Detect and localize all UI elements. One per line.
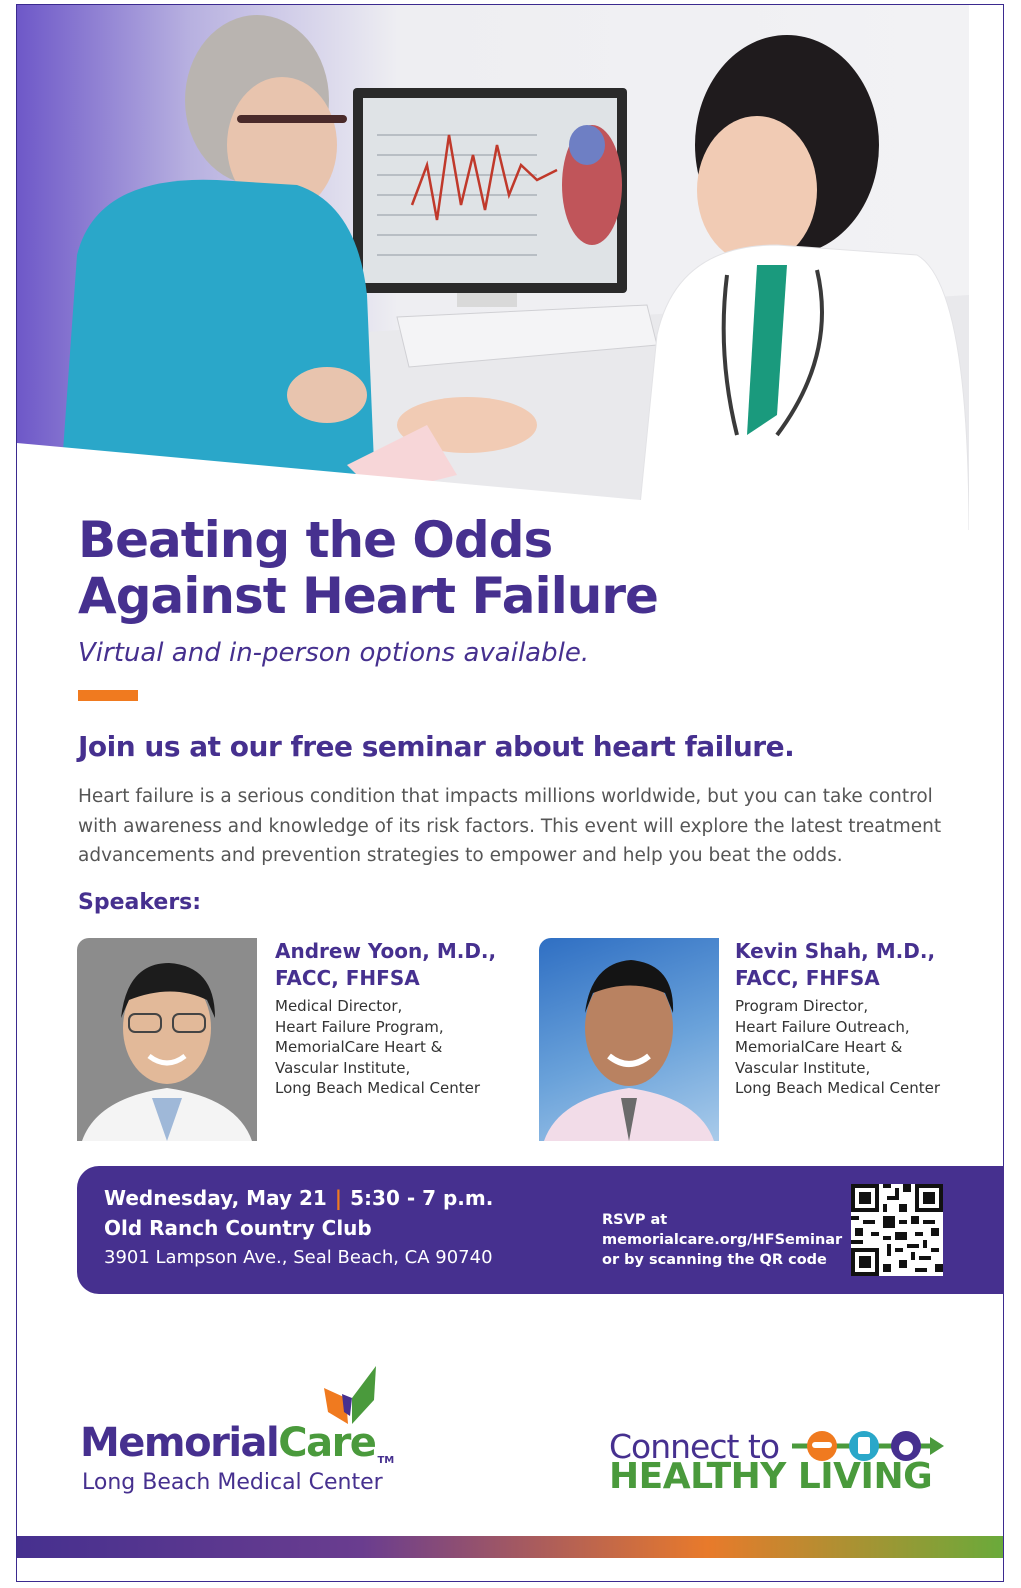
rsvp-info: RSVP at memorialcare.org/HFSeminar or by scanning the QR code [602,1212,843,1268]
event-date-time [104,1186,493,1210]
hero-illustration [17,5,969,535]
date-time-separator: | [334,1186,343,1210]
speaker-role-kevin-shah: Program Director, Heart Failure Outreach, MemorialCare Heart & Vascular Institute, Long Beach Medical Center [735,997,941,1097]
speaker-name-kevin-shah: Kevin Shah, M.D., FACC, FHFSA [735,939,936,990]
rsvp-link[interactable]: memorialcare.org/HFSeminar [602,1232,843,1248]
speakers-label: Speakers: [78,890,202,915]
seminar-description: Heart failure is a serious condition that impacts millions worldwide, but you can take control with awareness and knowledge of its risk factors. This event will explore the latest treatment advancements and prevention strategies to empower and help you beat the odds. [78,786,942,866]
event-time: 5:30 - 7 p.m. [350,1186,494,1210]
qr-code-icon[interactable] [851,1184,943,1276]
memorialcare-leaf-icon [322,1364,378,1428]
title-line-2: Against Heart Failure [78,567,658,625]
page-title [78,512,658,624]
speaker-role-andrew-yoon: Medical Director, Heart Failure Program, MemorialCare Heart & Vascular Institute, Long Beach Medical Center [275,997,481,1097]
connect-logo-line-1: Connect to [609,1427,780,1466]
subtitle: Virtual and in-person options available. [78,638,590,668]
speaker-name-andrew-yoon: Andrew Yoon, M.D., FACC, FHFSA [275,939,497,990]
memorialcare-logo: MemorialCare TM [80,1420,395,1466]
seminar-headline: Join us at our free seminar about heart failure. [78,730,795,763]
event-address: 3901 Lampson Ave., Seal Beach, CA 90740 [104,1247,493,1268]
title-line-1: Beating the Odds [78,511,553,569]
speaker-photo-kevin-shah [539,938,719,1141]
hero-image [17,5,969,535]
event-venue: Old Ranch Country Club [104,1216,372,1240]
speaker-photo-andrew-yoon [77,938,257,1141]
connect-logo-line-2: HEALTHY LIVING [609,1456,933,1497]
bottom-gradient-bar [17,1536,1003,1558]
event-date: Wednesday, May 21 [104,1186,327,1210]
memorialcare-facility-name: Long Beach Medical Center [82,1470,383,1495]
accent-divider [78,690,138,701]
